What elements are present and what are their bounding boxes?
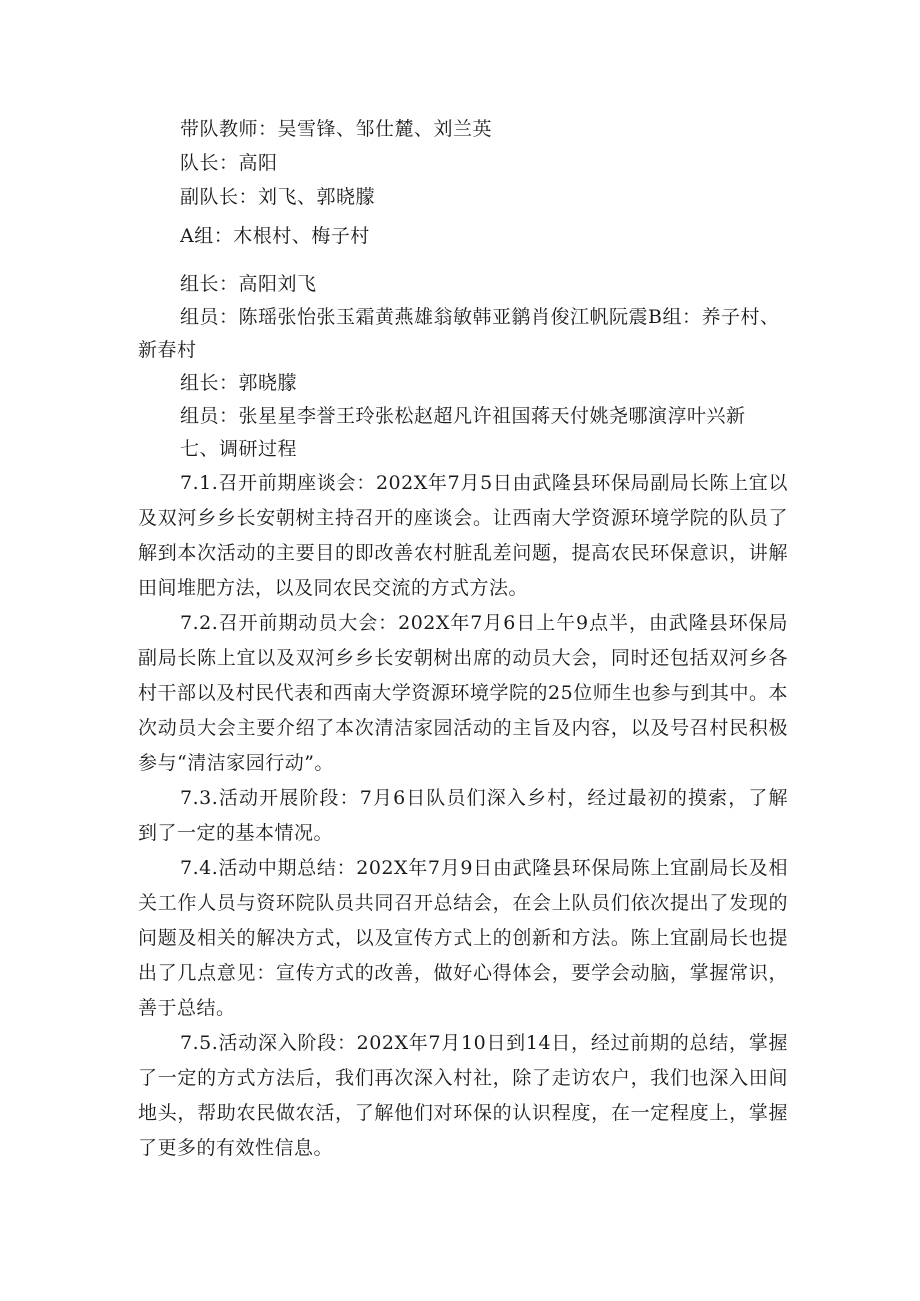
paragraph-7-1: 7.1.召开前期座谈会：202X年7月5日由武隆县环保局副局长陈上宜以及双河乡乡长安朝树主持召开的座谈会。让西南大学资源环境学院的队员了解到本次活动的主要目的即改善农村脏乱差问题，提高农民环保意识，讲解田间堆肥方法，以及同农民交流的方式方法。 [138,472,788,599]
group-b-leader-line: 组长：郭晓朦 [180,372,298,394]
group-a-line: A组：木根村、梅子村 [180,225,370,247]
group-b-members-line: 组员：张星星李誉王玲张松赵超凡许祖国蒋天付姚尧哪演淳叶兴新 [180,405,746,427]
group-a-members-line: 组员：陈瑶张怡张玉霜黄燕雄翁敏韩亚鹟肖俊江帆阮震B组：养子村、 [180,306,780,328]
vice-captain-line: 副队长：刘飞、郭晓朦 [180,186,376,208]
group-a-leader-line: 组长：高阳刘飞 [180,273,317,295]
captain-line: 队长：高阳 [180,152,278,174]
group-b-villages-line: 新春村 [138,339,197,361]
teachers-line: 带队教师：吴雪锋、邹仕麓、刘兰英 [180,118,493,140]
paragraph-7-3: 7.3.活动开展阶段：7月6日队员们深入乡村，经过最初的摸索，了解到了一定的基本情况。 [138,787,788,844]
paragraph-7-2: 7.2.召开前期动员大会：202X年7月6日上午9点半，由武隆县环保局副局长陈上宜以及双河乡乡长安朝树出席的动员大会，同时还包括双河乡各村干部以及村民代表和西南大学资源环境学院的25位师生也参与到其中。本次动员大会主要介绍了本次清洁家园活动的主旨及内容，以及号召村民积极参与“清洁家园行动”。 [138,612,788,774]
paragraph-7-4: 7.4.活动中期总结：202X年7月9日由武隆县环保局陈上宜副局长及相关工作人员与资环院队员共同召开总结会，在会上队员们依次提出了发现的问题及相关的解决方式，以及宣传方式上的创新和方法。陈上宜副局长也提出了几点意见：宣传方式的改善，做好心得体会，要学会动脑，掌握常识，善于总结。 [138,857,788,1019]
paragraph-7-5: 7.5.活动深入阶段：202X年7月10日到14日，经过前期的总结，掌握了一定的方式方法后，我们再次深入村社，除了走访农户，我们也深入田间地头，帮助农民做农活，了解他们对环保的认识程度，在一定程度上，掌握了更多的有效性信息。 [138,1032,788,1159]
section-title: 七、调研过程 [180,438,298,460]
